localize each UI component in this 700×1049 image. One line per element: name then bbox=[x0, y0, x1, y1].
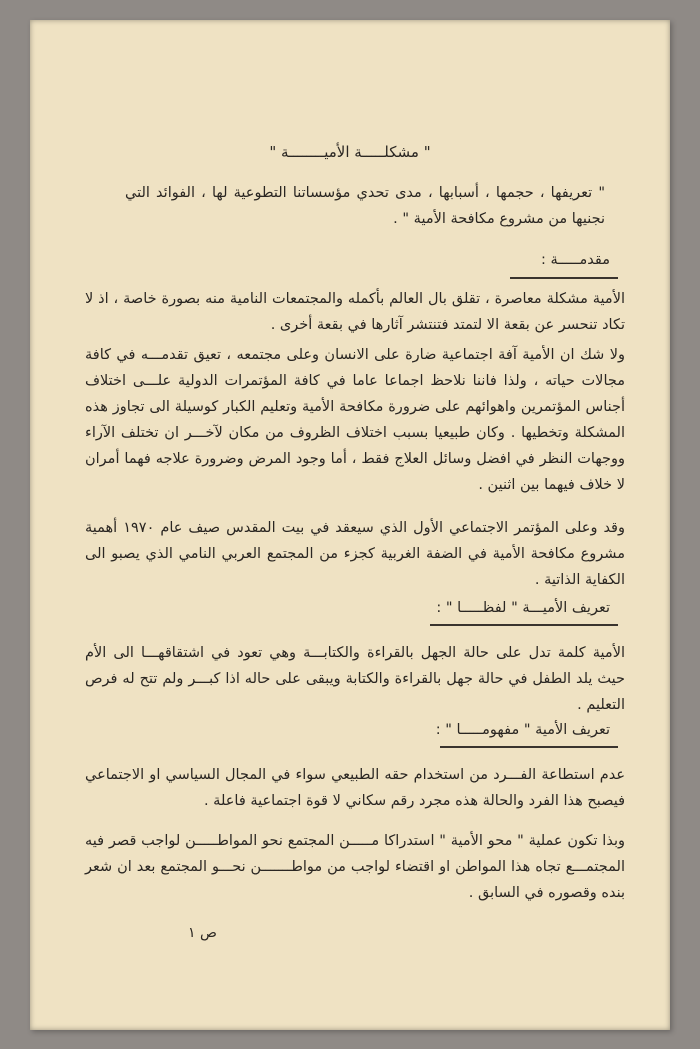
document-title: " مشكلـــــة الأميــــــــة " bbox=[269, 143, 431, 161]
paragraph-6: وبذا تكون عملية " محو الأمية " استدراكا مـــــن المجتمع نحو المواطـــــن لواجب قصر فيه المجتمـــع تجاه هذا المواطن او اقتضاء لواجب من مواطـــــــن نحـــو المجتمع بعد ان شعر بنده وقصوره في السابق . bbox=[85, 833, 625, 901]
section-heading-concept-definition: تعريف الأمية " مفهومـــــا " : bbox=[435, 722, 610, 738]
section-heading-literal-definition: تعريف الأميـــة " لفظـــــا " : bbox=[436, 600, 610, 616]
section-heading-introduction: مقدمـــــة : bbox=[541, 252, 610, 268]
paragraph-1: الأمية مشكلة معاصرة ، تقلق بال العالم بأكمله والمجتمعات النامية منه بصورة خاصة ، اذ لا تكاد تنحسر عن بقعة الا لتمتد فتنتشر آثارها في بقعة أخرى . bbox=[85, 291, 625, 333]
paragraph-2: ولا شك ان الأمية آفة اجتماعية ضارة على الانسان وعلى مجتمعه ، تعيق تقدمـــه في كافة مجالات حياته ، ولذا فاننا نلاحظ اجماعا عاما في كافة المؤتمرات الدولية علـــى اختلاف أجناس المؤتمرين واهوائهم على ضرورة مكافحة الأمية وتعليم الكبار كوسيلة الى تجاوز هذه المشكلة وتخطيها . وكان طبيعيا بسبب اختلاف الظروف من مكان لآخـــر ان تختلف الآراء ووجهات النظر في افضل وسائل العلاج فقط ، أما وجود المرض وضرورة علاجه فهما أمران لا خلاف فيهما بين اثنين . bbox=[85, 347, 625, 493]
paragraph-5: عدم استطاعة الفـــرد من استخدام حقه الطبيعي سواء في المجال السياسي او الاجتماعي فيصبح هذا الفرد والحالة هذه مجرد رقم سكاني لا قوة اجتماعية فاعلة . bbox=[85, 767, 625, 809]
page-number: ص ١ bbox=[188, 925, 217, 941]
heading-underline bbox=[440, 746, 618, 748]
heading-underline bbox=[510, 277, 618, 279]
document-page bbox=[30, 20, 670, 1030]
paragraph-4: الأمية كلمة تدل على حالة الجهل بالقراءة والكتابـــة وهي تعود في اشتقاقهـــا الى الأم حيث يلد الطفل في حالة جهل بالقراءة والكتابة ويبقى على حاله اذا كبـــر ولم تتح له فرص التعليم . bbox=[85, 645, 625, 713]
paragraph-3: وقد وعلى المؤتمر الاجتماعي الأول الذي سيعقد في بيت المقدس صيف عام ١٩٧٠ أهمية مشروع مكافحة الأمية في الضفة الغربية كجزء من المجتمع العربي النامي الذي يصبو الى الكفاية الذاتية . bbox=[85, 520, 625, 588]
heading-underline bbox=[430, 624, 618, 626]
intro-paragraph: " تعريفها ، حجمها ، أسبابها ، مدى تحدي مؤسساتنا التطوعية لها ، الفوائد التي نجنيها من مشروع مكافحة الأمية " . bbox=[125, 185, 605, 227]
